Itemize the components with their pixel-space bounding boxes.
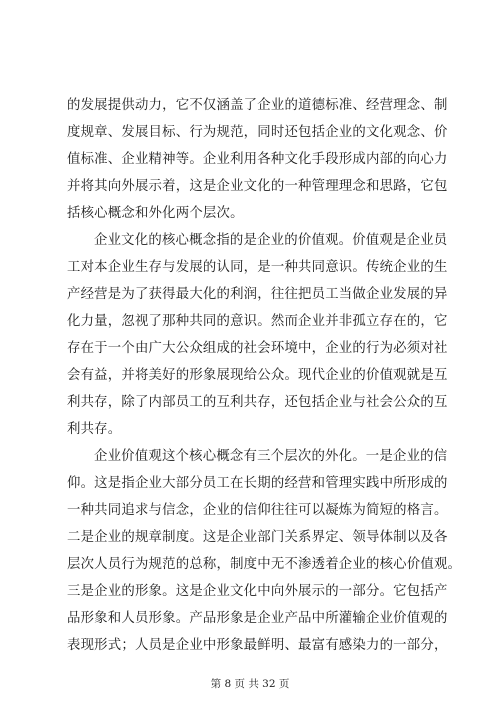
text-line: 二是企业的规章制度。这是企业部门关系界定、领导体制以及各 (67, 530, 448, 545)
text-line: 企业文化的核心概念指的是企业的价值观。价值观是企业员 (94, 233, 448, 248)
text-line: 仰。这是指企业大部分员工在长期的经营和管理实践中所形成的 (67, 476, 448, 491)
text-line: 表现形式；人员是企业中形象最鲜明、最富有感染力的一部分， (67, 638, 448, 653)
text-line: 的发展提供动力，它不仅涵盖了企业的道德标准、经营理念、制 (67, 98, 448, 113)
paragraph (67, 227, 448, 443)
text-line: 利共存。 (67, 422, 122, 437)
page-number-footer: 第 8 页 共 32 页 (210, 678, 290, 690)
paragraph (67, 92, 448, 227)
document-body (67, 92, 462, 659)
text-line: 并将其向外展示着，这是企业文化的一种管理理念和思路，它包 (67, 179, 448, 194)
text-line: 值标准、企业精神等。企业利用各种文化手段形成内部的向心力 (67, 152, 448, 167)
text-line: 工对本企业生存与发展的认同，是一种共同意识。传统企业的生 (67, 260, 448, 275)
paragraph (67, 443, 462, 659)
text-line: 层次人员行为规范的总称，制度中无不渗透着企业的核心价值观。 (67, 557, 462, 572)
text-line: 品形象和人员形象。产品形象是企业产品中所灌输企业价值观的 (67, 611, 448, 626)
text-line: 利共存，除了内部员工的互利共存，还包括企业与社会公众的互 (67, 395, 448, 410)
text-line: 三是企业的形象。这是企业文化中向外展示的一部分。它包括产 (67, 584, 448, 599)
text-line: 一种共同追求与信念，企业的信仰往往可以凝炼为简短的格言。 (67, 503, 448, 518)
text-line: 化力量，忽视了那种共同的意识。然而企业并非孤立存在的，它 (67, 314, 448, 329)
text-line: 度规章、发展目标、行为规范，同时还包括企业的文化观念、价 (67, 125, 448, 140)
text-line: 企业价值观这个核心概念有三个层次的外化。一是企业的信 (94, 449, 448, 464)
text-line: 会有益，并将美好的形象展现给公众。现代企业的价值观就是互 (67, 368, 448, 383)
text-line: 括核心概念和外化两个层次。 (67, 206, 244, 221)
text-line: 存在于一个由广大公众组成的社会环境中，企业的行为必须对社 (67, 341, 448, 356)
text-line: 产经营是为了获得最大化的利润，往往把员工当做企业发展的异 (67, 287, 448, 302)
